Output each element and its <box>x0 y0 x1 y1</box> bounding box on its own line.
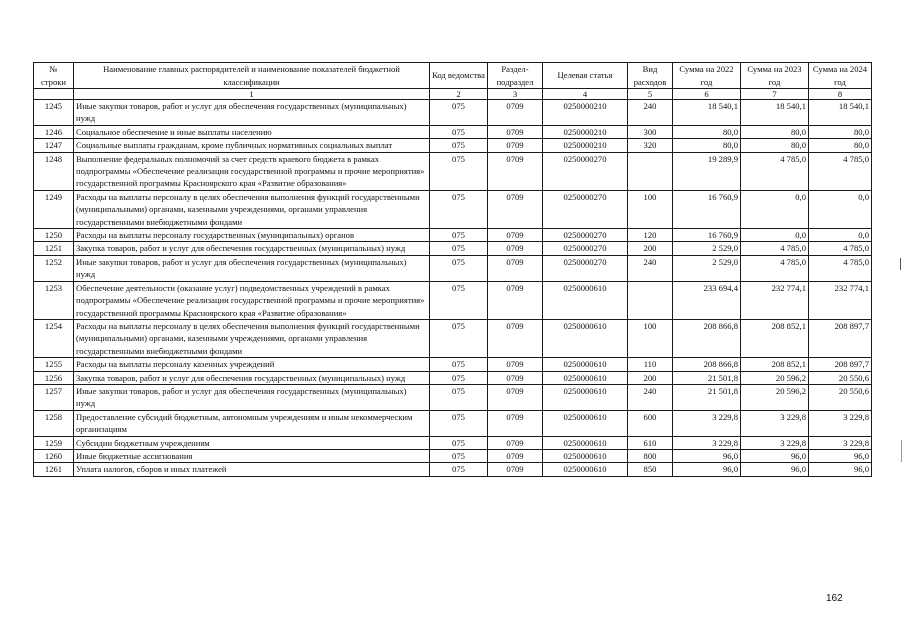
sum-2023: 80,0 <box>741 125 809 138</box>
dept-code: 075 <box>430 410 488 436</box>
table-row <box>34 125 872 138</box>
row-name: Иные закупки товаров, работ и услуг для обеспечения государственных (муниципальных) нужд <box>74 255 430 281</box>
dept-code: 075 <box>430 281 488 319</box>
target-article: 0250000610 <box>543 410 628 436</box>
expense-type <box>628 152 673 190</box>
row-name: Социальное обеспечение и иные выплаты населению <box>74 125 430 138</box>
sum-2024: 80,0 <box>809 125 872 138</box>
row-number: 1251 <box>34 242 74 255</box>
target-article: 0250000270 <box>543 229 628 242</box>
row-number: 1258 <box>34 410 74 436</box>
sum-2024: 20 550,6 <box>809 384 872 410</box>
table-row <box>34 152 872 190</box>
dept-code: 075 <box>430 125 488 138</box>
column-number: 1 <box>74 89 430 100</box>
row-name: Выполнение федеральных полномочий за счет средств краевого бюджета в рамках подпрограммы «Обеспечение реализации государственной программы и прочие мероприятия» государственной программы Красноярского края «Развитие образования» <box>74 152 430 190</box>
target-article: 0250000610 <box>543 319 628 357</box>
row-number: 1249 <box>34 190 74 228</box>
scan-edge-mark <box>901 440 902 462</box>
table-body <box>34 100 872 477</box>
sum-2024: 208 897,7 <box>809 358 872 371</box>
sum-2023: 96,0 <box>741 463 809 476</box>
sum-2022: 21 501,8 <box>673 371 741 384</box>
section-code: 0709 <box>488 410 543 436</box>
dept-code: 075 <box>430 242 488 255</box>
table-row <box>34 190 872 228</box>
scan-edge-mark <box>900 258 901 270</box>
sum-2022: 80,0 <box>673 125 741 138</box>
dept-code: 075 <box>430 463 488 476</box>
sum-2022: 2 529,0 <box>673 255 741 281</box>
column-number: 5 <box>628 89 673 100</box>
header-name: Наименование главных распорядителей и наименование показателей бюджетной классификации <box>74 63 430 89</box>
target-article: 0250000210 <box>543 100 628 126</box>
section-code: 0709 <box>488 281 543 319</box>
table-row <box>34 281 872 319</box>
table-header <box>34 63 872 100</box>
row-name: Предоставление субсидий бюджетным, автономным учреждениям и иным некоммерческим организациям <box>74 410 430 436</box>
table-row <box>34 319 872 357</box>
sum-2024: 4 785,0 <box>809 152 872 190</box>
header-dept-code: Код ведомства <box>430 63 488 89</box>
column-number: 7 <box>741 89 809 100</box>
header-sum-2022: Сумма на 2022 год <box>673 63 741 89</box>
section-code: 0709 <box>488 358 543 371</box>
section-code: 0709 <box>488 384 543 410</box>
target-article: 0250000610 <box>543 384 628 410</box>
row-name: Закупка товаров, работ и услуг для обеспечения государственных (муниципальных) нужд <box>74 371 430 384</box>
header-sum-2024: Сумма на 2024 год <box>809 63 872 89</box>
sum-2023: 20 596,2 <box>741 384 809 410</box>
row-name: Иные закупки товаров, работ и услуг для обеспечения государственных (муниципальных) нужд <box>74 100 430 126</box>
section-code: 0709 <box>488 436 543 449</box>
sum-2024: 4 785,0 <box>809 242 872 255</box>
row-number: 1257 <box>34 384 74 410</box>
row-name: Субсидии бюджетным учреждениям <box>74 436 430 449</box>
section-code: 0709 <box>488 100 543 126</box>
expense-type: 600 <box>628 410 673 436</box>
table-row <box>34 242 872 255</box>
target-article: 0250000270 <box>543 255 628 281</box>
dept-code: 075 <box>430 319 488 357</box>
dept-code: 075 <box>430 152 488 190</box>
sum-2023: 208 852,1 <box>741 358 809 371</box>
sum-2023: 0,0 <box>741 190 809 228</box>
dept-code: 075 <box>430 449 488 462</box>
column-number: 6 <box>673 89 741 100</box>
sum-2024: 208 897,7 <box>809 319 872 357</box>
table-row <box>34 139 872 152</box>
target-article: 0250000610 <box>543 358 628 371</box>
sum-2022: 80,0 <box>673 139 741 152</box>
sum-2023: 232 774,1 <box>741 281 809 319</box>
sum-2024: 3 229,8 <box>809 436 872 449</box>
table-row <box>34 371 872 384</box>
sum-2022: 18 540,1 <box>673 100 741 126</box>
sum-2024: 18 540,1 <box>809 100 872 126</box>
table-row <box>34 100 872 126</box>
sum-2024: 80,0 <box>809 139 872 152</box>
sum-2024: 232 774,1 <box>809 281 872 319</box>
section-code: 0709 <box>488 242 543 255</box>
column-number-row <box>34 89 872 100</box>
row-name: Социальные выплаты гражданам, кроме публичных нормативных социальных выплат <box>74 139 430 152</box>
sum-2024: 0,0 <box>809 190 872 228</box>
section-code: 0709 <box>488 139 543 152</box>
sum-2022: 96,0 <box>673 463 741 476</box>
sum-2024: 96,0 <box>809 463 872 476</box>
sum-2023: 4 785,0 <box>741 152 809 190</box>
section-code: 0709 <box>488 125 543 138</box>
row-number: 1250 <box>34 229 74 242</box>
row-name: Иные бюджетные ассигнования <box>74 449 430 462</box>
table-row <box>34 255 872 281</box>
table-row <box>34 229 872 242</box>
sum-2023: 4 785,0 <box>741 242 809 255</box>
target-article: 0250000270 <box>543 152 628 190</box>
sum-2022: 16 760,9 <box>673 229 741 242</box>
sum-2022: 2 529,0 <box>673 242 741 255</box>
target-article: 0250000610 <box>543 436 628 449</box>
sum-2022: 19 289,9 <box>673 152 741 190</box>
target-article: 0250000610 <box>543 463 628 476</box>
row-number: 1248 <box>34 152 74 190</box>
column-number: 2 <box>430 89 488 100</box>
header-expense-type: Вид расходов <box>628 63 673 89</box>
expense-type: 240 <box>628 255 673 281</box>
sum-2023: 208 852,1 <box>741 319 809 357</box>
budget-table <box>33 62 872 477</box>
dept-code: 075 <box>430 255 488 281</box>
sum-2024: 96,0 <box>809 449 872 462</box>
row-name: Закупка товаров, работ и услуг для обеспечения государственных (муниципальных) нужд <box>74 242 430 255</box>
row-number: 1259 <box>34 436 74 449</box>
expense-type: 800 <box>628 449 673 462</box>
target-article: 0250000210 <box>543 125 628 138</box>
row-number: 1254 <box>34 319 74 357</box>
sum-2023: 18 540,1 <box>741 100 809 126</box>
sum-2024: 3 229,8 <box>809 410 872 436</box>
sum-2022: 208 866,8 <box>673 358 741 371</box>
header-sum-2023: Сумма на 2023 год <box>741 63 809 89</box>
dept-code: 075 <box>430 384 488 410</box>
section-code: 0709 <box>488 152 543 190</box>
dept-code: 075 <box>430 358 488 371</box>
page-number: 162 <box>826 593 843 604</box>
row-name: Расходы на выплаты персоналу в целях обеспечения выполнения функций государственными (муниципальными) органами, казенными учреждениями, органами управления государственными внебюджетными фондами <box>74 319 430 357</box>
expense-type: 100 <box>628 190 673 228</box>
sum-2022: 21 501,8 <box>673 384 741 410</box>
target-article: 0250000610 <box>543 371 628 384</box>
dept-code: 075 <box>430 371 488 384</box>
table-row <box>34 358 872 371</box>
row-number: 1246 <box>34 125 74 138</box>
expense-type: 240 <box>628 384 673 410</box>
table-row <box>34 449 872 462</box>
section-code: 0709 <box>488 190 543 228</box>
sum-2022: 96,0 <box>673 449 741 462</box>
table-row <box>34 384 872 410</box>
column-number: 8 <box>809 89 872 100</box>
expense-type: 300 <box>628 125 673 138</box>
target-article: 0250000270 <box>543 190 628 228</box>
target-article: 0250000610 <box>543 449 628 462</box>
dept-code: 075 <box>430 229 488 242</box>
sum-2024: 4 785,0 <box>809 255 872 281</box>
table-row <box>34 463 872 476</box>
expense-type: 100 <box>628 319 673 357</box>
sum-2023: 4 785,0 <box>741 255 809 281</box>
dept-code: 075 <box>430 436 488 449</box>
section-code: 0709 <box>488 229 543 242</box>
section-code: 0709 <box>488 463 543 476</box>
section-code: 0709 <box>488 255 543 281</box>
sum-2023: 80,0 <box>741 139 809 152</box>
table-row <box>34 410 872 436</box>
expense-type: 610 <box>628 436 673 449</box>
row-number: 1247 <box>34 139 74 152</box>
sum-2023: 20 596,2 <box>741 371 809 384</box>
row-name: Расходы на выплаты персоналу государственных (муниципальных) органов <box>74 229 430 242</box>
row-number: 1252 <box>34 255 74 281</box>
expense-type: 850 <box>628 463 673 476</box>
header-section: Раздел-подраздел <box>488 63 543 89</box>
expense-type: 320 <box>628 139 673 152</box>
row-name: Иные закупки товаров, работ и услуг для обеспечения государственных (муниципальных) нужд <box>74 384 430 410</box>
sum-2022: 233 694,4 <box>673 281 741 319</box>
row-name: Расходы на выплаты персоналу в целях обеспечения выполнения функций государственными (муниципальными) органами, казенными учреждениями, органами управления государственными внебюджетными фондами <box>74 190 430 228</box>
row-name: Расходы на выплаты персоналу казенных учреждений <box>74 358 430 371</box>
sum-2022: 3 229,8 <box>673 436 741 449</box>
section-code: 0709 <box>488 449 543 462</box>
sum-2023: 0,0 <box>741 229 809 242</box>
row-name: Обеспечение деятельности (оказание услуг) подведомственных учреждений в рамках подпрограммы «Обеспечение реализации государственной программы и прочие мероприятия» государственной программы Красноярского края «Развитие образования» <box>74 281 430 319</box>
expense-type: 240 <box>628 100 673 126</box>
sum-2022: 3 229,8 <box>673 410 741 436</box>
expense-type: 120 <box>628 229 673 242</box>
expense-type: 200 <box>628 371 673 384</box>
row-number: 1260 <box>34 449 74 462</box>
column-number <box>34 89 74 100</box>
section-code: 0709 <box>488 319 543 357</box>
table-row <box>34 436 872 449</box>
expense-type <box>628 281 673 319</box>
column-number: 4 <box>543 89 628 100</box>
sum-2022: 16 760,9 <box>673 190 741 228</box>
header-target-article: Целевая статья <box>543 63 628 89</box>
sum-2023: 96,0 <box>741 449 809 462</box>
sum-2023: 3 229,8 <box>741 436 809 449</box>
target-article: 0250000270 <box>543 242 628 255</box>
target-article: 0250000610 <box>543 281 628 319</box>
expense-type: 200 <box>628 242 673 255</box>
row-number: 1245 <box>34 100 74 126</box>
dept-code: 075 <box>430 190 488 228</box>
row-number: 1255 <box>34 358 74 371</box>
sum-2022: 208 866,8 <box>673 319 741 357</box>
sum-2023: 3 229,8 <box>741 410 809 436</box>
sum-2024: 0,0 <box>809 229 872 242</box>
row-name: Уплата налогов, сборов и иных платежей <box>74 463 430 476</box>
row-number: 1261 <box>34 463 74 476</box>
sum-2024: 20 550,6 <box>809 371 872 384</box>
expense-type: 110 <box>628 358 673 371</box>
column-number: 3 <box>488 89 543 100</box>
row-number: 1253 <box>34 281 74 319</box>
section-code: 0709 <box>488 371 543 384</box>
dept-code: 075 <box>430 139 488 152</box>
row-number: 1256 <box>34 371 74 384</box>
header-row-no: № строки <box>34 63 74 89</box>
dept-code: 075 <box>430 100 488 126</box>
target-article: 0250000210 <box>543 139 628 152</box>
